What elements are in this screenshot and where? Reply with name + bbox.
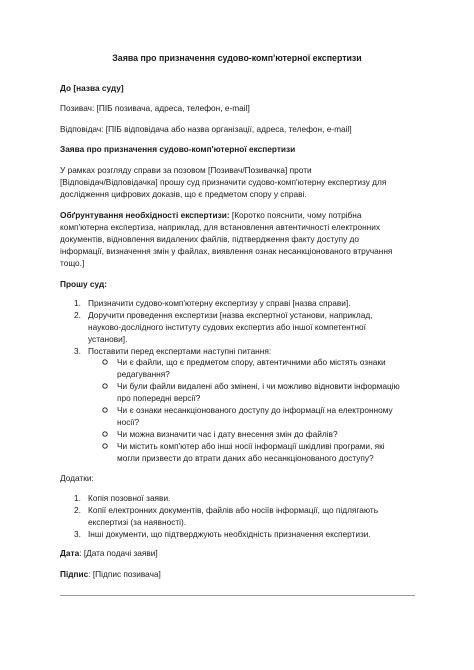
court-line: До [назва суду] — [60, 83, 124, 93]
request-line: установи]. — [88, 334, 128, 344]
question-line: про попередні версії? — [117, 393, 201, 403]
defendant-line: Відповідач: [ПІБ відповідача або назва організації, адреса, телефон, e-mail] — [60, 124, 352, 134]
justification-text: [Коротко пояснити, чому потрібна — [231, 210, 362, 220]
footer-divider — [60, 595, 415, 596]
circle-bullet-icon — [102, 359, 108, 365]
question-line: Чи є файли, що є предметом спору, автентичними або містять ознаки — [117, 357, 386, 367]
intro-line: У рамках розгляду справи за позовом [Позивач/Позивачка] проти — [60, 165, 312, 175]
question-line: могли призвести до втрати даних або несанкціонованого доступу? — [117, 453, 374, 463]
attachment-line: Інші документи, що підтверджують необхідність призначення експертизи. — [88, 529, 371, 539]
attachments-heading: Додатки: — [60, 473, 94, 483]
justification-first-line — [60, 209, 361, 221]
question-line: Чи містить комп'ютер або інші носії інформації шкідливі програми, які — [117, 441, 385, 451]
signature-value: : [Підпис позивача] — [88, 569, 161, 579]
date-line — [60, 547, 158, 559]
circle-bullet-icon — [102, 431, 108, 437]
circle-bullet-icon — [102, 443, 108, 449]
request-line: науково-дослідного інституту судових експертиз або іншої компетентної — [88, 322, 366, 332]
request-number: 2. — [74, 310, 81, 320]
date-label: Дата — [60, 548, 80, 558]
question-line: Чи є ознаки несанкціонованого доступу до інформації на електронному — [117, 405, 393, 415]
intro-line: [Відповідач/Відповідачка] прошу суд призначити судово-комп'ютерну експертизу для — [60, 177, 387, 187]
attachment-number: 2. — [74, 505, 81, 515]
request-line: Доручити проведення експертизи [назва експертної установи, наприклад, — [88, 310, 373, 320]
signature-label: Підпис — [60, 569, 89, 579]
question-line: Чи можна визначити час і дату внесення змін до файлів? — [117, 429, 338, 439]
attachment-number: 1. — [74, 493, 81, 503]
justification-line: інформації, визначення змін у файлах, виявлення ознак несанкціонованого втручання — [60, 246, 393, 256]
plaintiff-line: Позивач: [ПІБ позивача, адреса, телефон, e-mail] — [60, 103, 250, 113]
attachment-number: 3. — [74, 529, 81, 539]
intro-line: дослідження цифрових доказів, що є предметом спору у справі. — [60, 189, 307, 199]
request-heading: Прошу суд: — [60, 279, 107, 289]
justification-line: тощо.] — [60, 258, 85, 268]
justification-line: комп'ютерна експертиза, наприклад, для встановлення автентичності електронних — [60, 222, 381, 232]
circle-bullet-icon — [102, 383, 108, 389]
attachment-line: Копія позовної заяви. — [88, 493, 171, 503]
request-number: 1. — [74, 298, 81, 308]
attachment-line: експертизі (за наявності). — [88, 517, 187, 527]
attachment-line: Копії електронних документів, файлів або носіїв інформації, що підлягають — [88, 505, 379, 515]
section-heading: Заява про призначення судово-комп'ютерної експертизи — [60, 144, 296, 154]
justification-line: документів, відновлення видалених файлів, підтвердження факту доступу до — [60, 234, 359, 244]
document-title: Заява про призначення судово-комп'ютерної експертизи — [112, 53, 362, 63]
request-line: Поставити перед експертами наступні питання: — [88, 346, 272, 356]
question-line: носії? — [117, 417, 140, 427]
signature-line — [60, 568, 161, 580]
justification-label: Обґрунтування необхідності експертизи: — [60, 210, 230, 220]
question-line: редагування? — [117, 369, 170, 379]
date-value: : [Дата подачі заяви] — [79, 548, 158, 558]
request-line: Призначити судово-комп'ютерну експертизу у справі [назва справи]. — [88, 298, 351, 308]
question-line: Чи були файли видалені або змінені, і чи можливо відновити інформацію — [117, 381, 400, 391]
circle-bullet-icon — [102, 407, 108, 413]
request-number: 3. — [74, 346, 81, 356]
